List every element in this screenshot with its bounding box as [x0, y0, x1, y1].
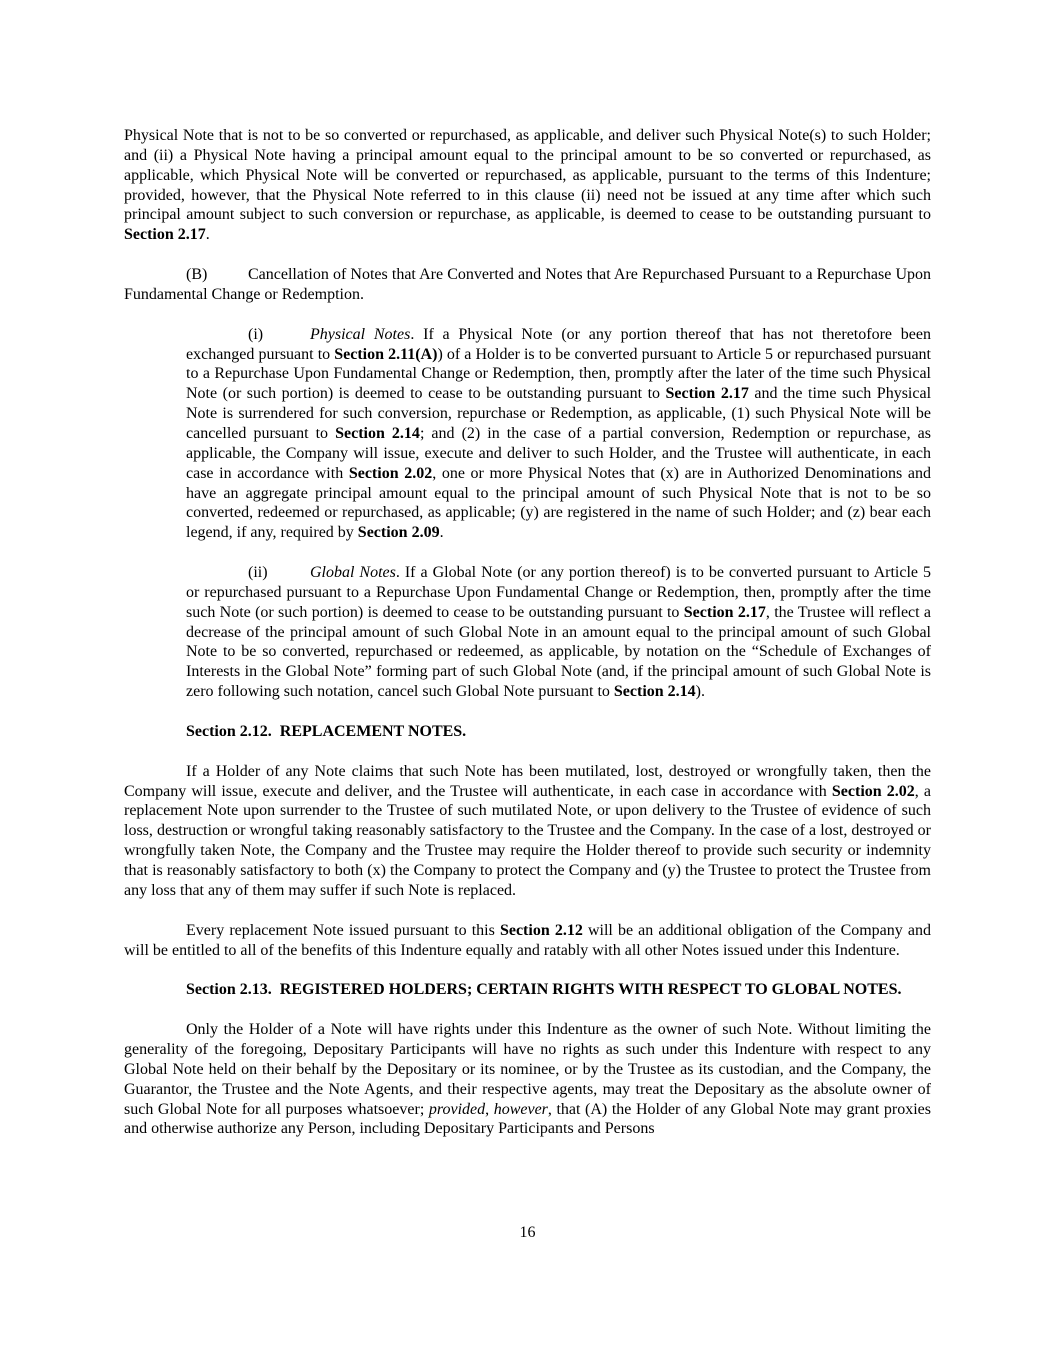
paragraph-continuation: Physical Note that is not to be so converted or repurchased, as applicable, and deliver such Physical Note(s) to such Holder; and (ii) a Physical Note having a principal amount equal to the principal amount to be so converted or repurchased, as applicable, which Physical Note will be converted or repurchased, as applicable, pursuant to the terms of this Indenture; provided, however, that the Physical Note referred to in this clause (ii) need not be issued at any time after which such principal amount subject to such conversion or repurchase, as applicable, is deemed to cease to be outstanding pursuant to Section 2.17.	[124, 127, 931, 244]
paragraph-registered-holders: Only the Holder of a Note will have rights under this Indenture as the owner of such Note. Without limiting the generality of the foregoing, Depositary Participants will have no rights as such under this Indenture with respect to any Global Note held on their behalf by the Depositary or its nominee, or by the Trustee as its custodian, and the Company, the Guarantor, the Trustee and the Note Agents, and their respective agents, may treat the Depositary as the absolute owner of such Global Note for all purposes whatsoever; provided, however, that (A) the Holder of any Global Note may grant proxies and otherwise authorize any Person, including Depositary Participants and Persons	[124, 1021, 932, 1138]
clause-number: (B)	[186, 266, 208, 284]
clause-b: (B) Cancellation of Notes that Are Converted and Notes that Are Repurchased Pursuant to a Repurchase Upon Fundamental Change or Redemption.	[124, 266, 931, 303]
section-reference: Section 2.17	[124, 226, 206, 244]
clause-ii-global-notes: (ii) Global Notes. If a Global Note (or any portion thereof) is to be converted pursuant to Article 5 or repurchased pursuant to a Repurchase Upon Fundamental Change or Redemption, then, promptly after the time such Note (or such portion) is deemed to cease to be outstanding pursuant to Section 2.17, the Trustee will reflect a decrease of the principal amount of such Global Note in an amount equal to the principal amount of such Global Note to be so converted, repurchased or redeemed, as applicable, by notation on the “Schedule of Exchanges of Interests in the Global Note” forming part of such Global Note (and, if the principal amount of such Global Note is zero following such notation, cancel such Global Note pursuant to Section 2.14).	[186, 564, 932, 701]
section-reference: Section 2.09	[357, 524, 440, 542]
section-reference: Section 2.14	[335, 424, 420, 442]
paragraph-replacement-notes: If a Holder of any Note claims that such Note has been mutilated, lost, destroyed or wrongfully taken, then the Company will issue, execute and deliver, and the Trustee will authenticate, in each case in accordance with Section 2.02, a replacement Note upon surrender to the Trustee of such mutilated Note, or upon delivery to the Trustee of evidence of such loss, destruction or wrongful taking reasonably satisfactory to the Trustee and the Company. In the case of a lost, destroyed or wrongfully taken Note, the Company and the Trustee may require the Holder thereof to provide such security or indemnity that is reasonably satisfactory to both (x) the Company to protect the Company and (y) the Trustee to protect the Trustee from any loss that any of them may suffer if such Note is replaced.	[124, 762, 931, 899]
section-heading-2-13: Section 2.13. REGISTERED HOLDERS; CERTAIN RIGHTS WITH RESPECT TO GLOBAL NOTES.	[186, 981, 902, 999]
clause-title: Global Notes	[310, 564, 396, 582]
section-reference: Section 2.02	[348, 464, 433, 482]
section-reference: Section 2.02	[831, 782, 915, 800]
clause-number: (i)	[248, 325, 264, 343]
clause-number: (ii)	[248, 564, 268, 582]
section-reference: Section 2.11(A)	[334, 345, 438, 363]
clause-i-physical-notes: (i) Physical Notes. If a Physical Note (or any portion thereof that has not theretofore been exchanged pursuant to Section 2.11(A)) of a Holder is to be converted pursuant to Article 5 or repurchased pursuant to a Repurchase Upon Fundamental Change or Redemption, then, promptly after the later of the time such Physical Note (or such portion) is deemed to cease to be outstanding pursuant to Section 2.17 and the time such Physical Note is surrendered for such conversion, repurchase or Redemption, as applicable, (1) such Physical Note will be cancelled pursuant to Section 2.14; and (2) in the case of a partial conversion, Redemption or repurchase, as applicable, the Company will issue, execute and deliver to such Holder, and the Trustee will authenticate, in each case in accordance with Section 2.02, one or more Physical Notes that (x) are in Authorized Denominations and have an aggregate principal amount equal to the principal amount of such Physical Note that is not to be so converted, redeemed or repurchased, as applicable; (y) are registered in the name of such Holder; and (z) bear each legend, if any, required by Section 2.09.	[186, 325, 932, 542]
section-reference: Section 2.17	[683, 603, 766, 621]
section-reference: Section 2.17	[665, 385, 749, 403]
page-body	[124, 126, 931, 1139]
page-number: 16	[519, 1224, 536, 1241]
paragraph-replacement-obligation: Every replacement Note issued pursuant to this Section 2.12 will be an additional obligation of the Company and will be entitled to all of the benefits of this Indenture equally and ratably with all other Notes issued under this Indenture.	[124, 921, 932, 959]
section-heading-2-12: Section 2.12. REPLACEMENT NOTES.	[186, 722, 467, 740]
section-reference: Section 2.14	[613, 683, 696, 701]
clause-title: Physical Notes	[310, 325, 411, 343]
section-reference: Section 2.12	[499, 921, 583, 939]
